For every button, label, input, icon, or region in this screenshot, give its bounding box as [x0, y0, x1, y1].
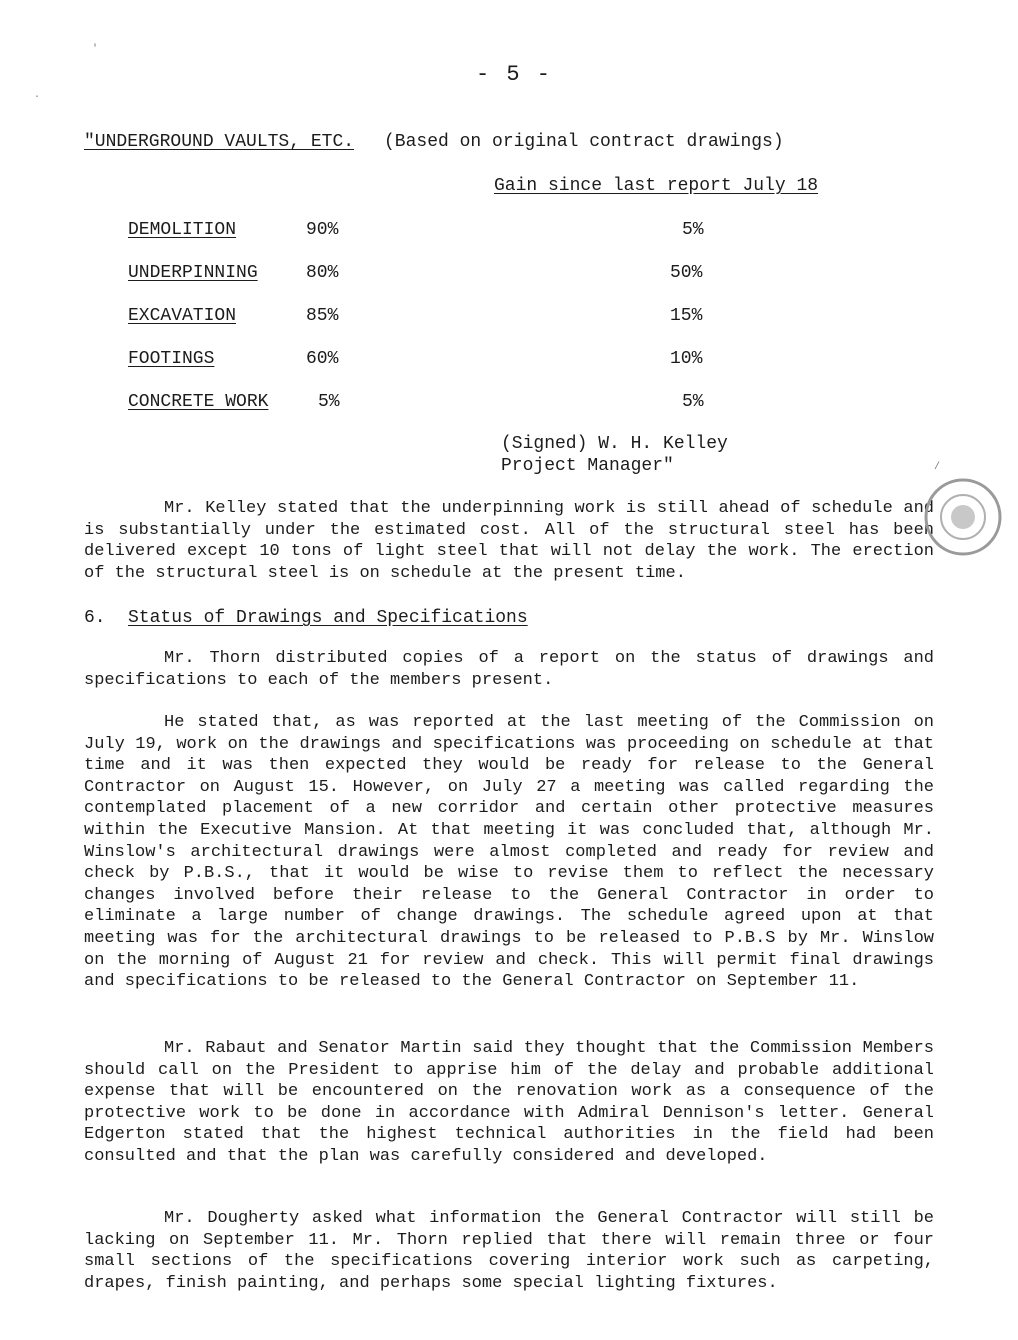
progress-row-percent: 80%	[306, 263, 339, 283]
progress-row-gain: 50%	[670, 263, 703, 283]
signature-title: Project Manager"	[501, 456, 674, 476]
progress-row-percent: 85%	[306, 306, 339, 326]
page-number: - 5 -	[476, 62, 553, 87]
gain-column-header: Gain since last report July 18	[494, 176, 819, 196]
scan-speck: /	[934, 462, 941, 473]
progress-row-label: EXCAVATION	[128, 306, 237, 326]
table-note: (Based on original contract drawings)	[384, 132, 784, 152]
paragraph: Mr. Dougherty asked what information the General Contractor will still be lacking on September 11. Mr. Thorn replied that there will remain three or four small sections of the specifications covering interior work such as carpeting, drapes, finish painting, and perhaps some special lighting fixtures.	[84, 1209, 934, 1293]
progress-row-percent: 5%	[318, 392, 340, 412]
table-heading: "UNDERGROUND VAULTS, ETC.	[84, 132, 355, 152]
paragraph: Mr. Kelley stated that the underpinning work is still ahead of schedule and is substantially under the estimated cost. All of the structural steel has been delivered except 10 tons of light steel that will not delay the work. The erection of the structural steel is on schedule at the present time.	[84, 499, 934, 583]
progress-row-gain: 10%	[670, 349, 703, 369]
paragraph: Mr. Thorn distributed copies of a report on the status of drawings and specifications to each of the members present.	[84, 649, 934, 690]
progress-row-percent: 60%	[306, 349, 339, 369]
section-number: 6.	[84, 608, 106, 628]
library-stamp-icon	[922, 476, 1004, 558]
progress-row-gain: 15%	[670, 306, 703, 326]
signature-line: (Signed) W. H. Kelley	[501, 434, 728, 454]
progress-row-gain: 5%	[682, 392, 704, 412]
progress-row-label: CONCRETE WORK	[128, 392, 269, 412]
progress-row-gain: 5%	[682, 220, 704, 240]
section-title: Status of Drawings and Specifications	[128, 608, 528, 628]
progress-row-label: DEMOLITION	[128, 220, 237, 240]
paragraph: He stated that, as was reported at the last meeting of the Commission on July 19, work on the drawings and specifications was proceeding on schedule at that time and it was then expected they would be ready for release to the General Contractor on August 15. However, on July 27 a meeting was called regarding the contemplated placement of a new corridor and certain other protective measures within the Executive Mansion. At that meeting it was concluded that, although Mr. Winslow's architectural drawings were almost completed and ready for review and check by P.B.S., that it would be wise to revise them to reflect the necessary changes involved before their release to the General Contractor in order to eliminate a large number of change drawings. The schedule agreed upon at that meeting was for the architectural drawings to be released to P.B.S by Mr. Winslow on the morning of August 21 for review and check. This will permit final drawings and specifications to be released to the General Contractor on September 11.	[84, 713, 934, 992]
progress-row-label: UNDERPINNING	[128, 263, 258, 283]
progress-row-percent: 90%	[306, 220, 339, 240]
paragraph: Mr. Rabaut and Senator Martin said they thought that the Commission Members should call on the President to apprise him of the delay and probable additional expense that will be encountered on the renovation work as a consequence of the protective work to be done in accordance with Admiral Dennison's letter. General Edgerton stated that the highest technical authorities in the field had been consulted and that the plan was carefully considered and developed.	[84, 1039, 934, 1166]
scan-speck: .	[34, 90, 41, 101]
progress-row-label: FOOTINGS	[128, 349, 215, 369]
scan-speck: '	[92, 44, 99, 55]
